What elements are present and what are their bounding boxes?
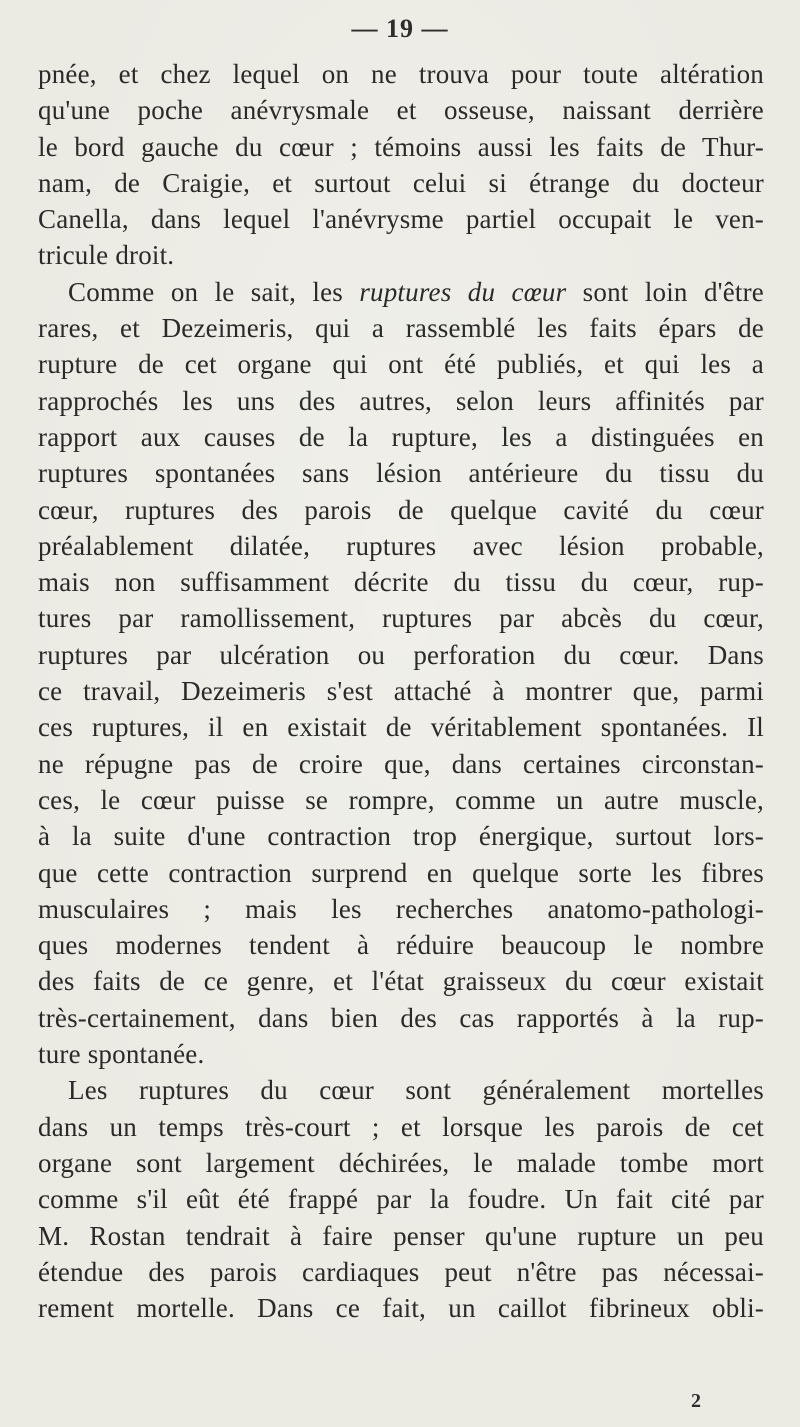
text-line: ces, le cœur puisse se rompre, comme un autre muscle, [38,784,764,815]
text-line: nam, de Craigie, et surtout celui si étrange du docteur [38,167,764,198]
text-line: préalablement dilatée, ruptures avec lésion probable, [38,530,764,561]
signature-mark: 2 [691,1390,701,1412]
text-line: ture spontanée. [38,1039,205,1070]
text-line: ruptures spontanées sans lésion antérieure du tissu du [38,458,764,489]
text-line: mais non suffisamment décrite du tissu du cœur, rup- [38,567,764,598]
text-line: qu'une poche anévrysmale et osseuse, naissant derrière [38,95,764,126]
paragraph [38,56,764,274]
text-line: rapprochés les uns des autres, selon leurs affinités par [38,385,764,416]
text-line: dans un temps très-court ; et lorsque les parois de cet [38,1111,764,1142]
text-line: ne répugne pas de croire que, dans certaines circonstan- [38,748,764,779]
paragraph [38,274,764,1073]
text-line: Les ruptures du cœur sont généralement mortelles [68,1075,764,1106]
text-line: que cette contraction surprend en quelque sorte les fibres [38,857,764,888]
text-line: rement mortelle. Dans ce fait, un caillot fibrineux obli- [38,1293,764,1324]
text-line: tures par ramollissement, ruptures par abcès du cœur, [38,603,764,634]
text-line: M. Rostan tendrait à faire penser qu'une rupture un peu [38,1220,764,1251]
paragraph [38,1072,764,1326]
text-line: ce travail, Dezeimeris s'est attaché à montrer que, parmi [38,676,764,707]
text-line: musculaires ; mais les recherches anatomo-pathologi- [38,893,764,924]
text-line: le bord gauche du cœur ; témoins aussi les faits de Thur- [38,131,764,162]
text-line: cœur, ruptures des parois de quelque cavité du cœur [38,494,764,525]
body-text [38,56,764,1326]
text-line: très-certainement, dans bien des cas rapportés à la rup- [38,1002,764,1033]
text-line: des faits de ce genre, et l'état graisseux du cœur existait [38,966,764,997]
text-line: comme s'il eût été frappé par la foudre. Un fait cité par [38,1184,764,1215]
text-line [38,274,764,310]
text-line: ques modernes tendent à réduire beaucoup le nombre [38,930,764,961]
text-line: rares, et Dezeimeris, qui a rassemblé les faits épars de [38,313,764,344]
text-line: étendue des parois cardiaques peut n'être pas nécessai- [38,1256,764,1287]
text-line: ruptures par ulcération ou perforation du cœur. Dans [38,639,764,670]
text-line: rupture de cet organe qui ont été publiés, et qui les a [38,349,764,380]
text-line: pnée, et chez lequel on ne trouva pour toute altération [38,59,764,89]
text-line: organe sont largement déchirées, le malade tombe mort [38,1147,764,1178]
italic-term: ruptures du cœur [359,276,567,307]
text-line: rapport aux causes de la rupture, les a distinguées en [38,421,764,452]
text-run: sont loin d'être [566,276,764,307]
text-run: Comme on le sait, les [68,276,360,307]
text-line: à la suite d'une contraction trop énergique, surtout lors- [38,821,764,852]
text-line: ces ruptures, il en existait de véritablement spontanées. Il [38,712,764,743]
text-line: Canella, dans lequel l'anévrysme partiel occupait le ven- [38,204,764,235]
page-number-header: — 19 — [351,14,449,43]
text-line: tricule droit. [38,240,175,271]
